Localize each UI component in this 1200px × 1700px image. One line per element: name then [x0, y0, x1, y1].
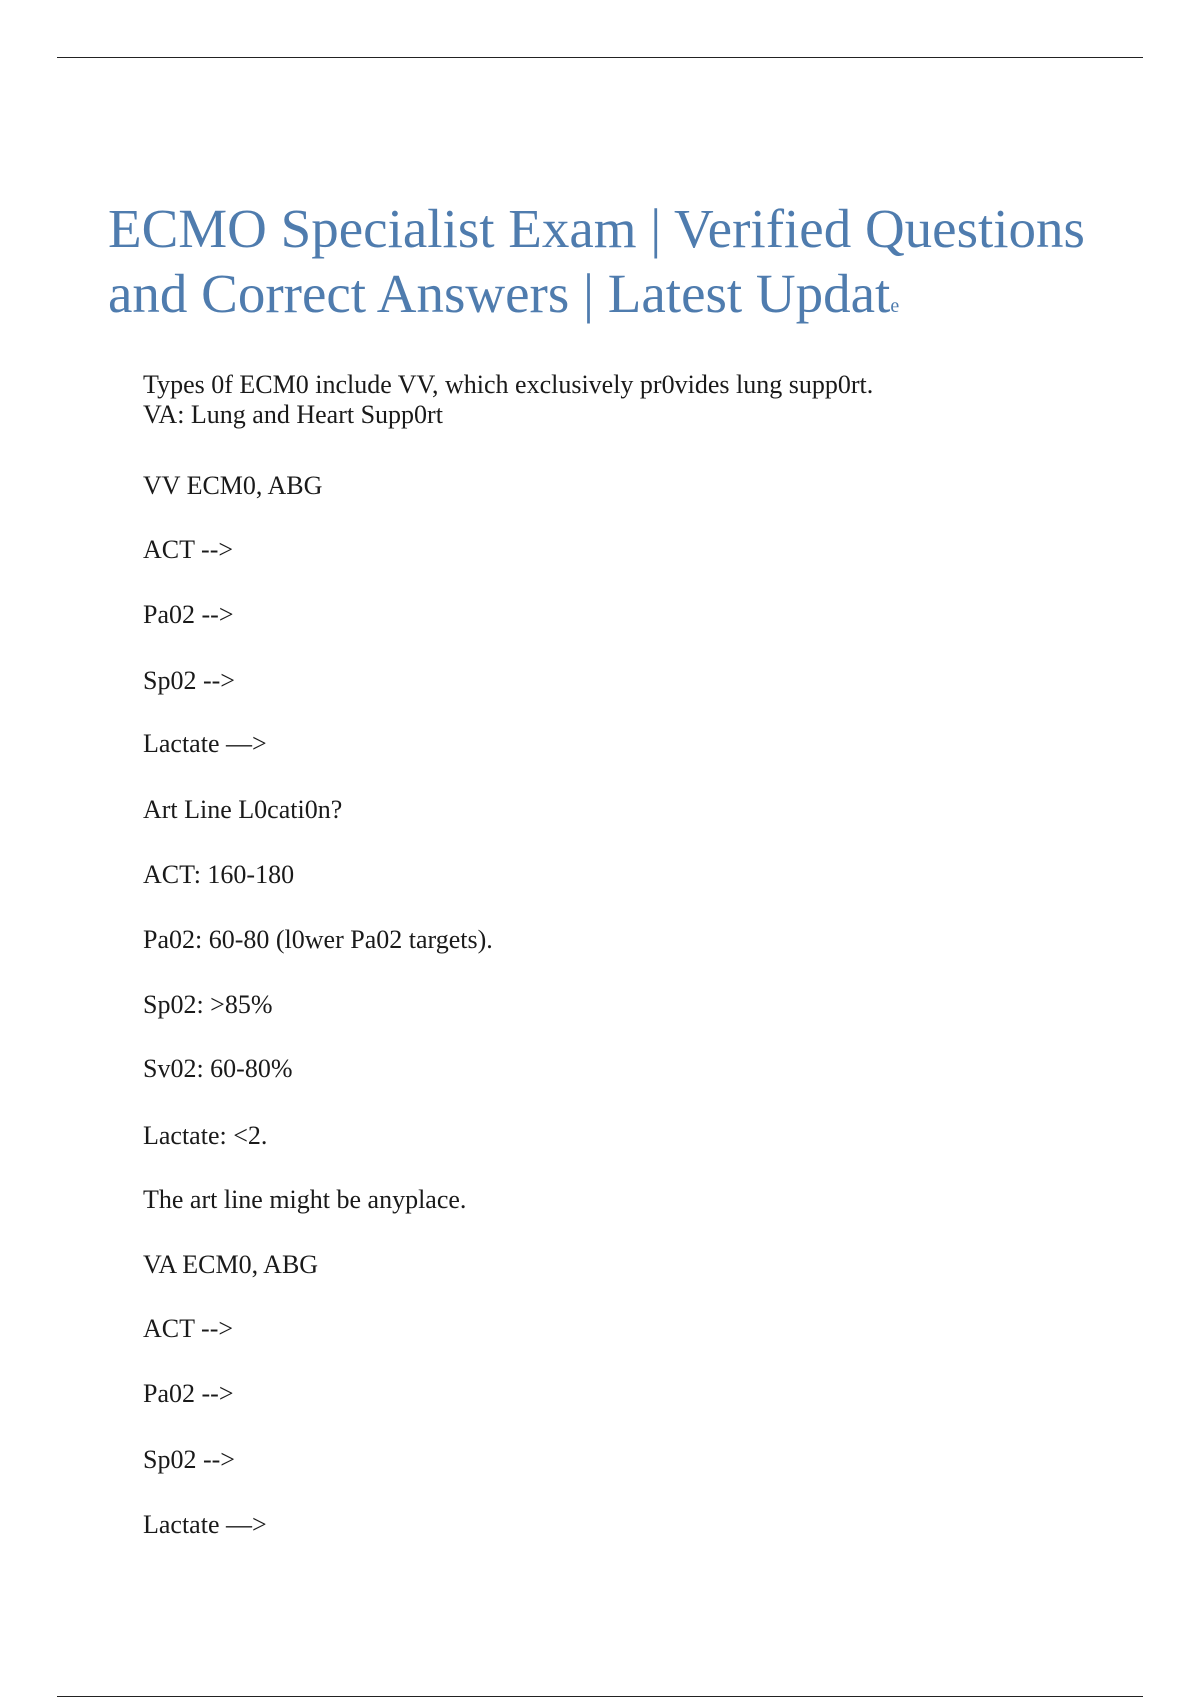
top-rule [57, 57, 1143, 58]
paragraph: Pa02 --> [143, 600, 234, 629]
paragraph: Sp02: >85% [143, 990, 273, 1019]
paragraph: Sp02 --> [143, 1445, 235, 1474]
bottom-rule [57, 1696, 1143, 1697]
paragraph: VA ECM0, ABG [143, 1250, 319, 1279]
paragraph: ACT --> [143, 1314, 234, 1343]
title-line-1: ECMO Specialist Exam | Verified Questions [108, 198, 1085, 259]
paragraph: Pa02 --> [143, 1379, 234, 1408]
title-line-2 [108, 261, 1168, 339]
paragraph: Sv02: 60-80% [143, 1054, 293, 1083]
document-title [108, 196, 1168, 339]
title-line-2-text: and Correct Answers | Latest Updat [108, 263, 891, 324]
intro-line-2: VA: Lung and Heart Supp0rt [143, 400, 443, 429]
paragraph: Pa02: 60-80 (l0wer Pa02 targets). [143, 925, 493, 954]
intro-line-1: Types 0f ECM0 include VV, which exclusively pr0vides lung supp0rt. [143, 370, 874, 399]
intro-paragraph [143, 370, 873, 430]
paragraph: Sp02 --> [143, 666, 235, 695]
paragraph: ACT: 160-180 [143, 860, 295, 889]
title-line-2-tail: e [890, 295, 900, 317]
paragraph: Lactate: <2. [143, 1121, 268, 1150]
paragraph: VV ECM0, ABG [143, 471, 323, 500]
paragraph: Art Line L0cati0n? [143, 795, 343, 824]
paragraph: ACT --> [143, 535, 234, 564]
paragraph: The art line might be anyplace. [143, 1185, 467, 1214]
paragraph: Lactate —> [143, 1510, 267, 1539]
paragraph: Lactate —> [143, 729, 267, 758]
